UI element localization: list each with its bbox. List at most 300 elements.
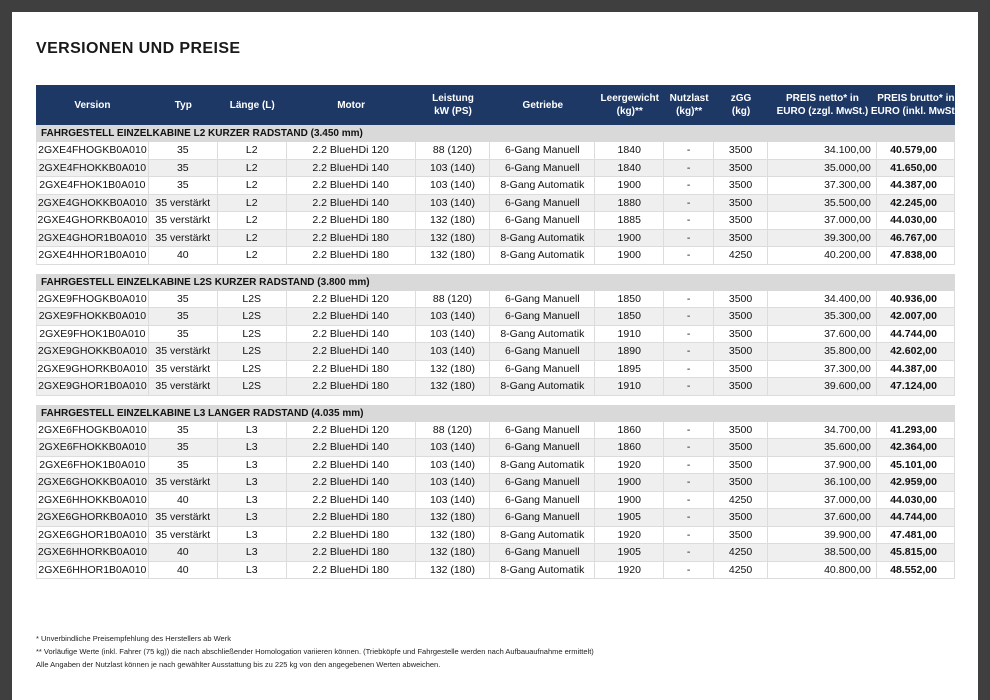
column-header bbox=[416, 85, 491, 125]
cell-leergewicht: 1860 bbox=[595, 422, 664, 439]
column-header bbox=[595, 85, 664, 125]
table-row bbox=[36, 343, 955, 361]
cell-laenge: L3 bbox=[218, 544, 287, 561]
cell-typ: 35 verstärkt bbox=[149, 343, 218, 360]
section-rows bbox=[36, 291, 955, 396]
table-row bbox=[36, 160, 955, 178]
cell-preis-netto: 35.500,00 bbox=[768, 195, 877, 212]
cell-preis-brutto: 44.030,00 bbox=[877, 212, 955, 229]
table-row bbox=[36, 457, 955, 475]
cell-motor: 2.2 BlueHDi 120 bbox=[287, 422, 416, 439]
cell-version: 2GXE6FHOK1B0A010 bbox=[36, 457, 149, 474]
cell-getriebe: 8-Gang Automatik bbox=[490, 177, 595, 194]
cell-preis-netto: 34.700,00 bbox=[768, 422, 877, 439]
cell-preis-brutto: 41.293,00 bbox=[877, 422, 955, 439]
cell-leergewicht: 1905 bbox=[595, 544, 664, 561]
cell-leistung: 132 (180) bbox=[416, 544, 491, 561]
cell-preis-brutto: 44.744,00 bbox=[877, 326, 955, 343]
cell-nutzlast: - bbox=[664, 212, 714, 229]
cell-zgg: 3500 bbox=[714, 308, 768, 325]
cell-nutzlast: - bbox=[664, 230, 714, 247]
cell-typ: 40 bbox=[149, 247, 218, 264]
cell-laenge: L2S bbox=[218, 361, 287, 378]
cell-laenge: L2S bbox=[218, 378, 287, 395]
column-header bbox=[870, 85, 961, 125]
cell-laenge: L3 bbox=[218, 492, 287, 509]
cell-typ: 35 verstärkt bbox=[149, 195, 218, 212]
table-row bbox=[36, 492, 955, 510]
cell-zgg: 3500 bbox=[714, 160, 768, 177]
cell-zgg: 3500 bbox=[714, 422, 768, 439]
table-row bbox=[36, 509, 955, 527]
cell-motor: 2.2 BlueHDi 140 bbox=[287, 474, 416, 491]
cell-preis-brutto: 45.815,00 bbox=[877, 544, 955, 561]
cell-getriebe: 8-Gang Automatik bbox=[490, 378, 595, 395]
cell-leistung: 132 (180) bbox=[416, 527, 491, 544]
cell-preis-netto: 34.400,00 bbox=[768, 291, 877, 308]
table-row bbox=[36, 544, 955, 562]
cell-zgg: 4250 bbox=[714, 562, 768, 579]
column-header bbox=[714, 85, 768, 125]
cell-leistung: 103 (140) bbox=[416, 457, 491, 474]
cell-leistung: 132 (180) bbox=[416, 361, 491, 378]
cell-version: 2GXE9GHOR1B0A010 bbox=[36, 378, 149, 395]
cell-zgg: 3500 bbox=[714, 195, 768, 212]
cell-nutzlast: - bbox=[664, 509, 714, 526]
cell-laenge: L3 bbox=[218, 562, 287, 579]
column-header-label: PREIS netto* in bbox=[786, 93, 859, 104]
cell-motor: 2.2 BlueHDi 140 bbox=[287, 160, 416, 177]
cell-version: 2GXE9GHOKKB0A010 bbox=[36, 343, 149, 360]
cell-typ: 35 verstärkt bbox=[149, 509, 218, 526]
cell-motor: 2.2 BlueHDi 140 bbox=[287, 343, 416, 360]
cell-preis-netto: 34.100,00 bbox=[768, 142, 877, 159]
column-header-label: Länge (L) bbox=[229, 99, 275, 111]
cell-motor: 2.2 BlueHDi 180 bbox=[287, 361, 416, 378]
document-page bbox=[12, 12, 978, 700]
cell-version: 2GXE6HHORKB0A010 bbox=[36, 544, 149, 561]
table-row bbox=[36, 142, 955, 160]
cell-motor: 2.2 BlueHDi 140 bbox=[287, 177, 416, 194]
table-row bbox=[36, 195, 955, 213]
cell-leistung: 103 (140) bbox=[416, 439, 491, 456]
cell-getriebe: 8-Gang Automatik bbox=[490, 562, 595, 579]
cell-preis-netto: 40.800,00 bbox=[768, 562, 877, 579]
column-header-label: Leergewicht bbox=[600, 93, 659, 104]
cell-motor: 2.2 BlueHDi 180 bbox=[287, 247, 416, 264]
cell-getriebe: 6-Gang Manuell bbox=[490, 212, 595, 229]
cell-getriebe: 6-Gang Manuell bbox=[490, 361, 595, 378]
cell-version: 2GXE9GHORKB0A010 bbox=[36, 361, 149, 378]
cell-laenge: L2 bbox=[218, 195, 287, 212]
cell-preis-brutto: 45.101,00 bbox=[877, 457, 955, 474]
cell-zgg: 3500 bbox=[714, 177, 768, 194]
cell-nutzlast: - bbox=[664, 544, 714, 561]
cell-zgg: 3500 bbox=[714, 457, 768, 474]
cell-leistung: 132 (180) bbox=[416, 509, 491, 526]
table-row bbox=[36, 308, 955, 326]
column-header bbox=[218, 85, 287, 125]
cell-leistung: 88 (120) bbox=[416, 422, 491, 439]
column-header bbox=[287, 85, 416, 125]
column-header-label: Typ bbox=[174, 99, 192, 111]
cell-preis-netto: 37.600,00 bbox=[768, 509, 877, 526]
column-header-label: Version bbox=[74, 99, 111, 111]
footnote: ** Vorläufige Werte (inkl. Fahrer (75 kg)) die nach abschließender Homologation variieren können. (Triebköpfe und Fahrgestelle werden nach Aufbauaufnahme ermittelt) bbox=[36, 647, 594, 656]
cell-preis-brutto: 41.650,00 bbox=[877, 160, 955, 177]
table-row bbox=[36, 212, 955, 230]
column-header-sub: (kg)** bbox=[676, 106, 703, 117]
cell-zgg: 3500 bbox=[714, 474, 768, 491]
table-row bbox=[36, 422, 955, 440]
cell-version: 2GXE4GHOR1B0A010 bbox=[36, 230, 149, 247]
cell-leistung: 132 (180) bbox=[416, 247, 491, 264]
cell-leergewicht: 1910 bbox=[595, 326, 664, 343]
cell-preis-netto: 35.600,00 bbox=[768, 439, 877, 456]
cell-version: 2GXE4FHOGKB0A010 bbox=[36, 142, 149, 159]
column-header-label: Nutzlast bbox=[669, 93, 709, 104]
table-row bbox=[36, 361, 955, 379]
cell-nutzlast: - bbox=[664, 378, 714, 395]
cell-preis-brutto: 42.959,00 bbox=[877, 474, 955, 491]
column-header-sub: (kg)** bbox=[616, 106, 643, 117]
cell-leergewicht: 1840 bbox=[595, 160, 664, 177]
table-row bbox=[36, 527, 955, 545]
cell-nutzlast: - bbox=[664, 343, 714, 360]
column-header-label: zGG bbox=[730, 93, 752, 104]
cell-nutzlast: - bbox=[664, 142, 714, 159]
cell-leistung: 103 (140) bbox=[416, 160, 491, 177]
cell-version: 2GXE4GHORKB0A010 bbox=[36, 212, 149, 229]
cell-typ: 35 verstärkt bbox=[149, 212, 218, 229]
cell-zgg: 3500 bbox=[714, 439, 768, 456]
cell-getriebe: 8-Gang Automatik bbox=[490, 247, 595, 264]
cell-zgg: 3500 bbox=[714, 509, 768, 526]
cell-laenge: L2S bbox=[218, 343, 287, 360]
cell-getriebe: 8-Gang Automatik bbox=[490, 457, 595, 474]
cell-getriebe: 6-Gang Manuell bbox=[490, 422, 595, 439]
cell-leergewicht: 1900 bbox=[595, 492, 664, 509]
footnote: Alle Angaben der Nutzlast können je nach gewählter Ausstattung bis zu 225 kg von den angegebenen Werten abweichen. bbox=[36, 660, 441, 669]
cell-version: 2GXE9FHOK1B0A010 bbox=[36, 326, 149, 343]
cell-getriebe: 6-Gang Manuell bbox=[490, 492, 595, 509]
cell-getriebe: 8-Gang Automatik bbox=[490, 230, 595, 247]
cell-version: 2GXE6GHOKKB0A010 bbox=[36, 474, 149, 491]
table-section bbox=[36, 405, 955, 580]
cell-version: 2GXE6GHOR1B0A010 bbox=[36, 527, 149, 544]
cell-typ: 35 bbox=[149, 308, 218, 325]
cell-leistung: 103 (140) bbox=[416, 177, 491, 194]
price-table bbox=[36, 85, 961, 579]
cell-leistung: 103 (140) bbox=[416, 343, 491, 360]
cell-motor: 2.2 BlueHDi 120 bbox=[287, 142, 416, 159]
cell-zgg: 3500 bbox=[714, 326, 768, 343]
cell-preis-netto: 40.200,00 bbox=[768, 247, 877, 264]
cell-version: 2GXE4HHOR1B0A010 bbox=[36, 247, 149, 264]
cell-leergewicht: 1920 bbox=[595, 457, 664, 474]
cell-nutzlast: - bbox=[664, 160, 714, 177]
table-row bbox=[36, 247, 955, 265]
cell-nutzlast: - bbox=[664, 422, 714, 439]
cell-preis-brutto: 42.602,00 bbox=[877, 343, 955, 360]
cell-getriebe: 6-Gang Manuell bbox=[490, 195, 595, 212]
cell-nutzlast: - bbox=[664, 457, 714, 474]
cell-laenge: L3 bbox=[218, 509, 287, 526]
cell-getriebe: 6-Gang Manuell bbox=[490, 142, 595, 159]
cell-preis-brutto: 44.387,00 bbox=[877, 361, 955, 378]
cell-preis-netto: 37.300,00 bbox=[768, 177, 877, 194]
cell-preis-netto: 35.000,00 bbox=[768, 160, 877, 177]
cell-getriebe: 8-Gang Automatik bbox=[490, 527, 595, 544]
page-title: VERSIONEN UND PREISE bbox=[36, 40, 241, 57]
cell-motor: 2.2 BlueHDi 180 bbox=[287, 230, 416, 247]
cell-motor: 2.2 BlueHDi 180 bbox=[287, 544, 416, 561]
cell-getriebe: 6-Gang Manuell bbox=[490, 474, 595, 491]
cell-preis-brutto: 42.364,00 bbox=[877, 439, 955, 456]
cell-preis-netto: 39.600,00 bbox=[768, 378, 877, 395]
cell-zgg: 3500 bbox=[714, 343, 768, 360]
column-header bbox=[36, 85, 149, 125]
cell-leergewicht: 1900 bbox=[595, 230, 664, 247]
cell-typ: 35 bbox=[149, 457, 218, 474]
cell-zgg: 4250 bbox=[714, 247, 768, 264]
cell-leergewicht: 1850 bbox=[595, 291, 664, 308]
cell-zgg: 3500 bbox=[714, 291, 768, 308]
cell-leistung: 103 (140) bbox=[416, 492, 491, 509]
cell-getriebe: 6-Gang Manuell bbox=[490, 544, 595, 561]
cell-version: 2GXE4FHOKKB0A010 bbox=[36, 160, 149, 177]
column-header-sub: EURO (zzgl. MwSt.) bbox=[776, 106, 869, 117]
cell-motor: 2.2 BlueHDi 180 bbox=[287, 509, 416, 526]
cell-motor: 2.2 BlueHDi 180 bbox=[287, 378, 416, 395]
cell-leistung: 88 (120) bbox=[416, 291, 491, 308]
section-heading: FAHRGESTELL EINZELKABINE L3 LANGER RADSTAND (4.035 mm) bbox=[36, 405, 955, 422]
cell-typ: 35 bbox=[149, 177, 218, 194]
column-header bbox=[149, 85, 218, 125]
cell-leistung: 103 (140) bbox=[416, 474, 491, 491]
cell-leistung: 132 (180) bbox=[416, 562, 491, 579]
cell-leergewicht: 1840 bbox=[595, 142, 664, 159]
cell-typ: 35 bbox=[149, 439, 218, 456]
cell-nutzlast: - bbox=[664, 247, 714, 264]
table-body bbox=[36, 125, 955, 579]
table-row bbox=[36, 326, 955, 344]
cell-leistung: 132 (180) bbox=[416, 230, 491, 247]
cell-typ: 35 bbox=[149, 291, 218, 308]
cell-preis-brutto: 40.936,00 bbox=[877, 291, 955, 308]
cell-laenge: L2S bbox=[218, 326, 287, 343]
cell-getriebe: 6-Gang Manuell bbox=[490, 308, 595, 325]
cell-version: 2GXE9FHOGKB0A010 bbox=[36, 291, 149, 308]
section-heading: FAHRGESTELL EINZELKABINE L2S KURZER RADSTAND (3.800 mm) bbox=[36, 274, 955, 291]
cell-laenge: L2 bbox=[218, 160, 287, 177]
cell-motor: 2.2 BlueHDi 180 bbox=[287, 527, 416, 544]
table-row bbox=[36, 230, 955, 248]
cell-leergewicht: 1885 bbox=[595, 212, 664, 229]
cell-preis-brutto: 44.387,00 bbox=[877, 177, 955, 194]
cell-typ: 40 bbox=[149, 492, 218, 509]
cell-leistung: 88 (120) bbox=[416, 142, 491, 159]
cell-zgg: 3500 bbox=[714, 527, 768, 544]
cell-motor: 2.2 BlueHDi 140 bbox=[287, 457, 416, 474]
table-row bbox=[36, 562, 955, 580]
column-header bbox=[490, 85, 595, 125]
table-section bbox=[36, 125, 955, 265]
cell-zgg: 3500 bbox=[714, 378, 768, 395]
column-header-label: Leistung bbox=[432, 93, 474, 104]
cell-motor: 2.2 BlueHDi 180 bbox=[287, 212, 416, 229]
column-header-sub: kW (PS) bbox=[434, 106, 472, 117]
cell-leergewicht: 1890 bbox=[595, 343, 664, 360]
cell-zgg: 3500 bbox=[714, 142, 768, 159]
cell-leistung: 103 (140) bbox=[416, 195, 491, 212]
cell-motor: 2.2 BlueHDi 140 bbox=[287, 308, 416, 325]
cell-nutzlast: - bbox=[664, 474, 714, 491]
cell-zgg: 4250 bbox=[714, 544, 768, 561]
cell-zgg: 3500 bbox=[714, 230, 768, 247]
section-rows bbox=[36, 422, 955, 580]
cell-getriebe: 8-Gang Automatik bbox=[490, 326, 595, 343]
cell-zgg: 3500 bbox=[714, 212, 768, 229]
cell-laenge: L2 bbox=[218, 177, 287, 194]
column-header-label: Getriebe bbox=[522, 99, 564, 111]
cell-leergewicht: 1910 bbox=[595, 378, 664, 395]
cell-nutzlast: - bbox=[664, 308, 714, 325]
cell-laenge: L2 bbox=[218, 247, 287, 264]
cell-getriebe: 6-Gang Manuell bbox=[490, 291, 595, 308]
footnote: * Unverbindliche Preisempfehlung des Herstellers ab Werk bbox=[36, 634, 231, 643]
cell-laenge: L3 bbox=[218, 422, 287, 439]
cell-leergewicht: 1850 bbox=[595, 308, 664, 325]
cell-typ: 35 verstärkt bbox=[149, 230, 218, 247]
section-heading: FAHRGESTELL EINZELKABINE L2 KURZER RADSTAND (3.450 mm) bbox=[36, 125, 955, 142]
table-row bbox=[36, 177, 955, 195]
table-header-row bbox=[36, 85, 961, 125]
cell-version: 2GXE4GHOKKB0A010 bbox=[36, 195, 149, 212]
cell-preis-brutto: 48.552,00 bbox=[877, 562, 955, 579]
section-rows bbox=[36, 142, 955, 265]
cell-leergewicht: 1900 bbox=[595, 247, 664, 264]
cell-motor: 2.2 BlueHDi 120 bbox=[287, 291, 416, 308]
cell-typ: 35 bbox=[149, 326, 218, 343]
cell-preis-netto: 37.000,00 bbox=[768, 492, 877, 509]
cell-typ: 35 verstärkt bbox=[149, 527, 218, 544]
cell-getriebe: 6-Gang Manuell bbox=[490, 343, 595, 360]
cell-nutzlast: - bbox=[664, 439, 714, 456]
cell-preis-netto: 35.800,00 bbox=[768, 343, 877, 360]
cell-getriebe: 6-Gang Manuell bbox=[490, 439, 595, 456]
table-row bbox=[36, 378, 955, 396]
cell-preis-netto: 36.100,00 bbox=[768, 474, 877, 491]
cell-leistung: 132 (180) bbox=[416, 212, 491, 229]
column-header-sub: EURO (inkl. MwSt.) bbox=[870, 106, 961, 117]
cell-version: 2GXE6GHORKB0A010 bbox=[36, 509, 149, 526]
cell-preis-brutto: 40.579,00 bbox=[877, 142, 955, 159]
column-header bbox=[664, 85, 714, 125]
cell-motor: 2.2 BlueHDi 140 bbox=[287, 195, 416, 212]
cell-getriebe: 6-Gang Manuell bbox=[490, 160, 595, 177]
cell-zgg: 4250 bbox=[714, 492, 768, 509]
cell-motor: 2.2 BlueHDi 140 bbox=[287, 492, 416, 509]
cell-laenge: L3 bbox=[218, 439, 287, 456]
cell-preis-netto: 37.000,00 bbox=[768, 212, 877, 229]
cell-motor: 2.2 BlueHDi 180 bbox=[287, 562, 416, 579]
cell-leistung: 103 (140) bbox=[416, 326, 491, 343]
column-header-label: PREIS brutto* in bbox=[877, 93, 955, 104]
cell-version: 2GXE6HHOKKB0A010 bbox=[36, 492, 149, 509]
cell-typ: 35 bbox=[149, 422, 218, 439]
cell-version: 2GXE6HHOR1B0A010 bbox=[36, 562, 149, 579]
table-row bbox=[36, 291, 955, 309]
cell-laenge: L3 bbox=[218, 457, 287, 474]
table-row bbox=[36, 474, 955, 492]
cell-preis-brutto: 44.030,00 bbox=[877, 492, 955, 509]
cell-nutzlast: - bbox=[664, 527, 714, 544]
cell-zgg: 3500 bbox=[714, 361, 768, 378]
cell-motor: 2.2 BlueHDi 140 bbox=[287, 439, 416, 456]
cell-laenge: L3 bbox=[218, 474, 287, 491]
cell-nutzlast: - bbox=[664, 492, 714, 509]
cell-typ: 40 bbox=[149, 562, 218, 579]
cell-preis-netto: 37.600,00 bbox=[768, 326, 877, 343]
cell-nutzlast: - bbox=[664, 562, 714, 579]
footnotes bbox=[36, 632, 955, 671]
cell-leergewicht: 1895 bbox=[595, 361, 664, 378]
cell-preis-netto: 38.500,00 bbox=[768, 544, 877, 561]
cell-leergewicht: 1905 bbox=[595, 509, 664, 526]
cell-motor: 2.2 BlueHDi 140 bbox=[287, 326, 416, 343]
cell-preis-netto: 37.300,00 bbox=[768, 361, 877, 378]
cell-preis-brutto: 44.744,00 bbox=[877, 509, 955, 526]
column-header bbox=[768, 85, 877, 125]
cell-nutzlast: - bbox=[664, 177, 714, 194]
cell-laenge: L3 bbox=[218, 527, 287, 544]
cell-preis-netto: 37.900,00 bbox=[768, 457, 877, 474]
cell-nutzlast: - bbox=[664, 326, 714, 343]
cell-leergewicht: 1900 bbox=[595, 177, 664, 194]
cell-preis-brutto: 47.124,00 bbox=[877, 378, 955, 395]
table-row bbox=[36, 439, 955, 457]
cell-typ: 35 verstärkt bbox=[149, 378, 218, 395]
cell-leistung: 132 (180) bbox=[416, 378, 491, 395]
cell-getriebe: 6-Gang Manuell bbox=[490, 509, 595, 526]
cell-preis-brutto: 46.767,00 bbox=[877, 230, 955, 247]
cell-nutzlast: - bbox=[664, 361, 714, 378]
cell-typ: 40 bbox=[149, 544, 218, 561]
cell-preis-brutto: 42.007,00 bbox=[877, 308, 955, 325]
cell-leergewicht: 1920 bbox=[595, 527, 664, 544]
cell-leistung: 103 (140) bbox=[416, 308, 491, 325]
cell-laenge: L2 bbox=[218, 212, 287, 229]
cell-laenge: L2 bbox=[218, 230, 287, 247]
cell-nutzlast: - bbox=[664, 195, 714, 212]
cell-nutzlast: - bbox=[664, 291, 714, 308]
column-header-sub: (kg) bbox=[731, 106, 751, 117]
cell-preis-netto: 39.300,00 bbox=[768, 230, 877, 247]
cell-leergewicht: 1860 bbox=[595, 439, 664, 456]
cell-preis-netto: 39.900,00 bbox=[768, 527, 877, 544]
cell-typ: 35 bbox=[149, 142, 218, 159]
cell-preis-netto: 35.300,00 bbox=[768, 308, 877, 325]
cell-leergewicht: 1920 bbox=[595, 562, 664, 579]
cell-typ: 35 bbox=[149, 160, 218, 177]
cell-version: 2GXE6FHOKKB0A010 bbox=[36, 439, 149, 456]
cell-laenge: L2S bbox=[218, 308, 287, 325]
cell-laenge: L2S bbox=[218, 291, 287, 308]
cell-preis-brutto: 42.245,00 bbox=[877, 195, 955, 212]
cell-preis-brutto: 47.838,00 bbox=[877, 247, 955, 264]
table-section bbox=[36, 274, 955, 396]
